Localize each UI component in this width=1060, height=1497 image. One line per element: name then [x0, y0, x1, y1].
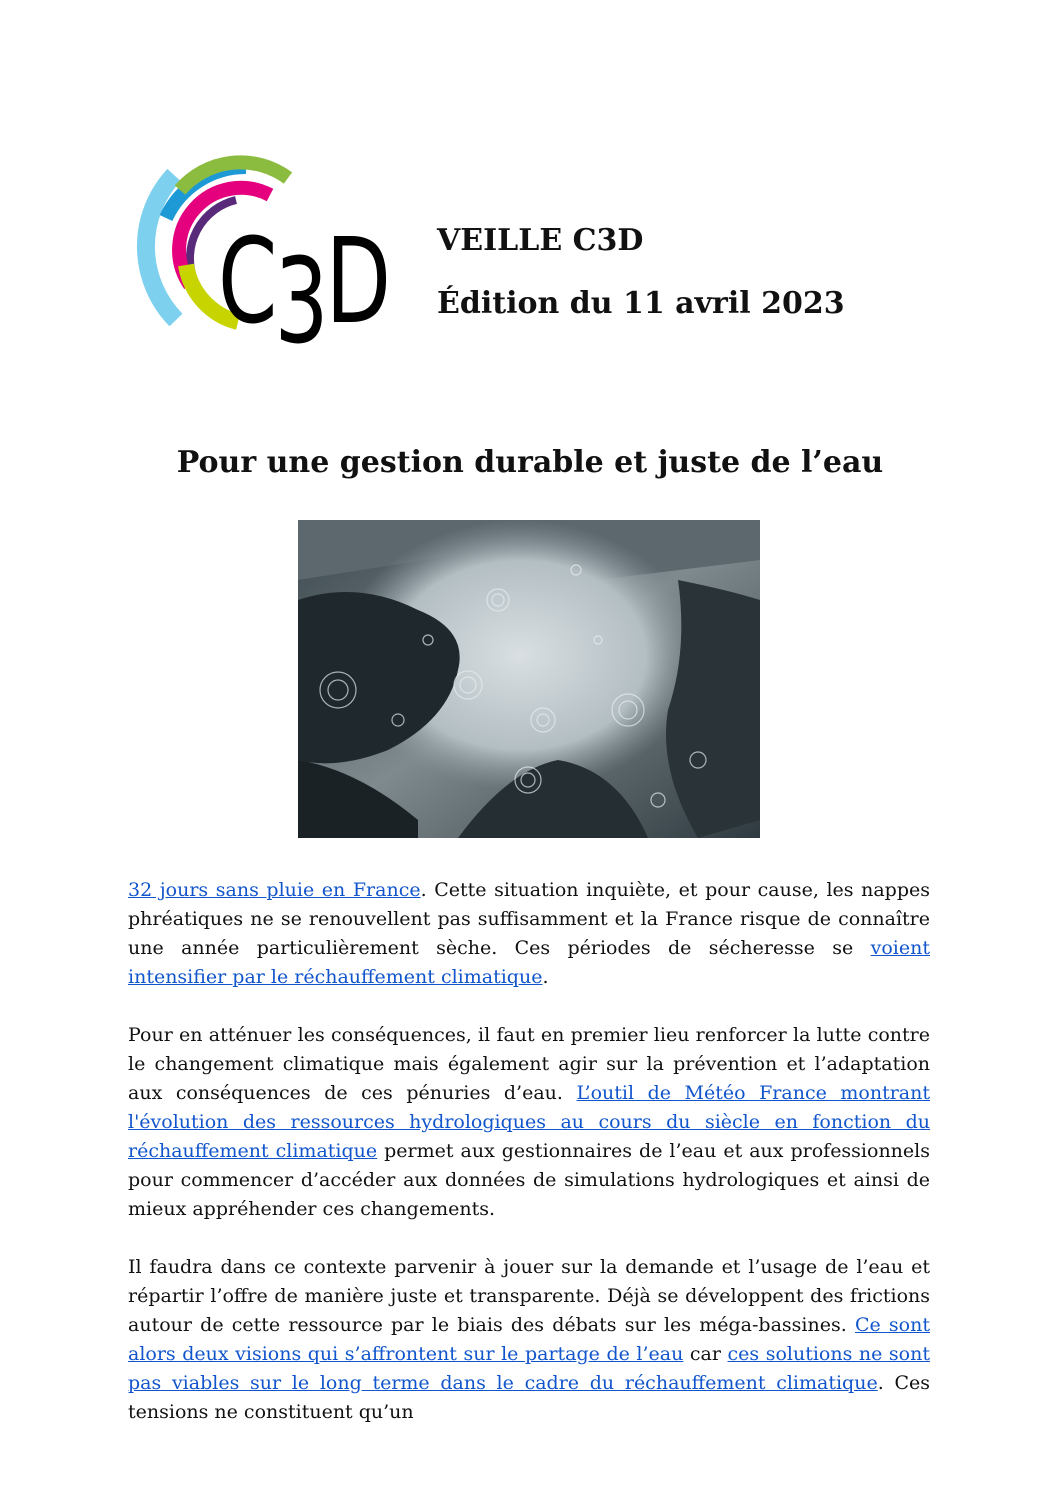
- edition-date: Édition du 11 avril 2023: [437, 286, 845, 321]
- paragraph-2-text-a: Pour en atténuer les conséquences, il faut en premier lieu renforcer la lutte contre le changement climatique mais également agir sur la prévention et l’adaptation aux conséquences de ces pénuries d’eau.: [128, 1024, 930, 1104]
- logo-letter-c: C: [218, 212, 275, 350]
- rain-puddle-photo-icon: [298, 520, 760, 838]
- paragraph-1-text-a: . Cette situation inquiète, et pour cause, les nappes phréatiques ne se renouvellent pas suffisamment et la France risque de connaître une année particulièrement sèche. Ces périodes de sécheresse se: [128, 879, 931, 959]
- paragraph-3-text-b: car: [683, 1343, 728, 1365]
- link-outil-meteo-france[interactable]: L’outil de Météo France montrant l'évolution des ressources hydrologiques au cours du siècle en fonction du réchauffement climatique: [128, 1082, 930, 1162]
- article-body: [128, 876, 930, 1456]
- link-rechauffement[interactable]: voient intensifier par le réchauffement climatique: [128, 937, 930, 988]
- logo-letter-d: D: [325, 212, 389, 350]
- paragraph-3: [128, 1253, 930, 1427]
- newsletter-name: VEILLE C3D: [437, 223, 644, 258]
- logo-letter-3: 3: [274, 232, 326, 370]
- paragraph-3-text-a: Il faudra dans ce contexte parvenir à jouer sur la demande et l’usage de l’eau et répartir l’offre de manière juste et transparente. Déjà se développent des frictions autour de cette ressource par le biais des débats sur les méga-bassines.: [128, 1256, 930, 1336]
- paragraph-1: [128, 876, 930, 992]
- article-title: Pour une gestion durable et juste de l’eau: [176, 445, 884, 480]
- link-32-jours[interactable]: 32 jours sans pluie en France: [128, 879, 421, 901]
- paragraph-2-text-b: permet aux gestionnaires de l’eau et aux professionnels pour commencer d’accéder aux données de simulations hydrologiques et ainsi de mieux appréhender ces changements.: [128, 1140, 930, 1220]
- logo-text: [218, 212, 389, 370]
- paragraph-1-text-b: .: [542, 966, 549, 988]
- link-solutions-non-viables[interactable]: ces solutions ne sont pas viables sur le long terme dans le cadre du réchauffement climatique: [128, 1343, 930, 1394]
- paragraph-3-text-c: . Ces tensions ne constituent qu’un: [128, 1372, 930, 1423]
- paragraph-2: [128, 1021, 930, 1224]
- link-deux-visions[interactable]: Ce sont alors deux visions qui s’affrontent sur le partage de l’eau: [128, 1314, 930, 1365]
